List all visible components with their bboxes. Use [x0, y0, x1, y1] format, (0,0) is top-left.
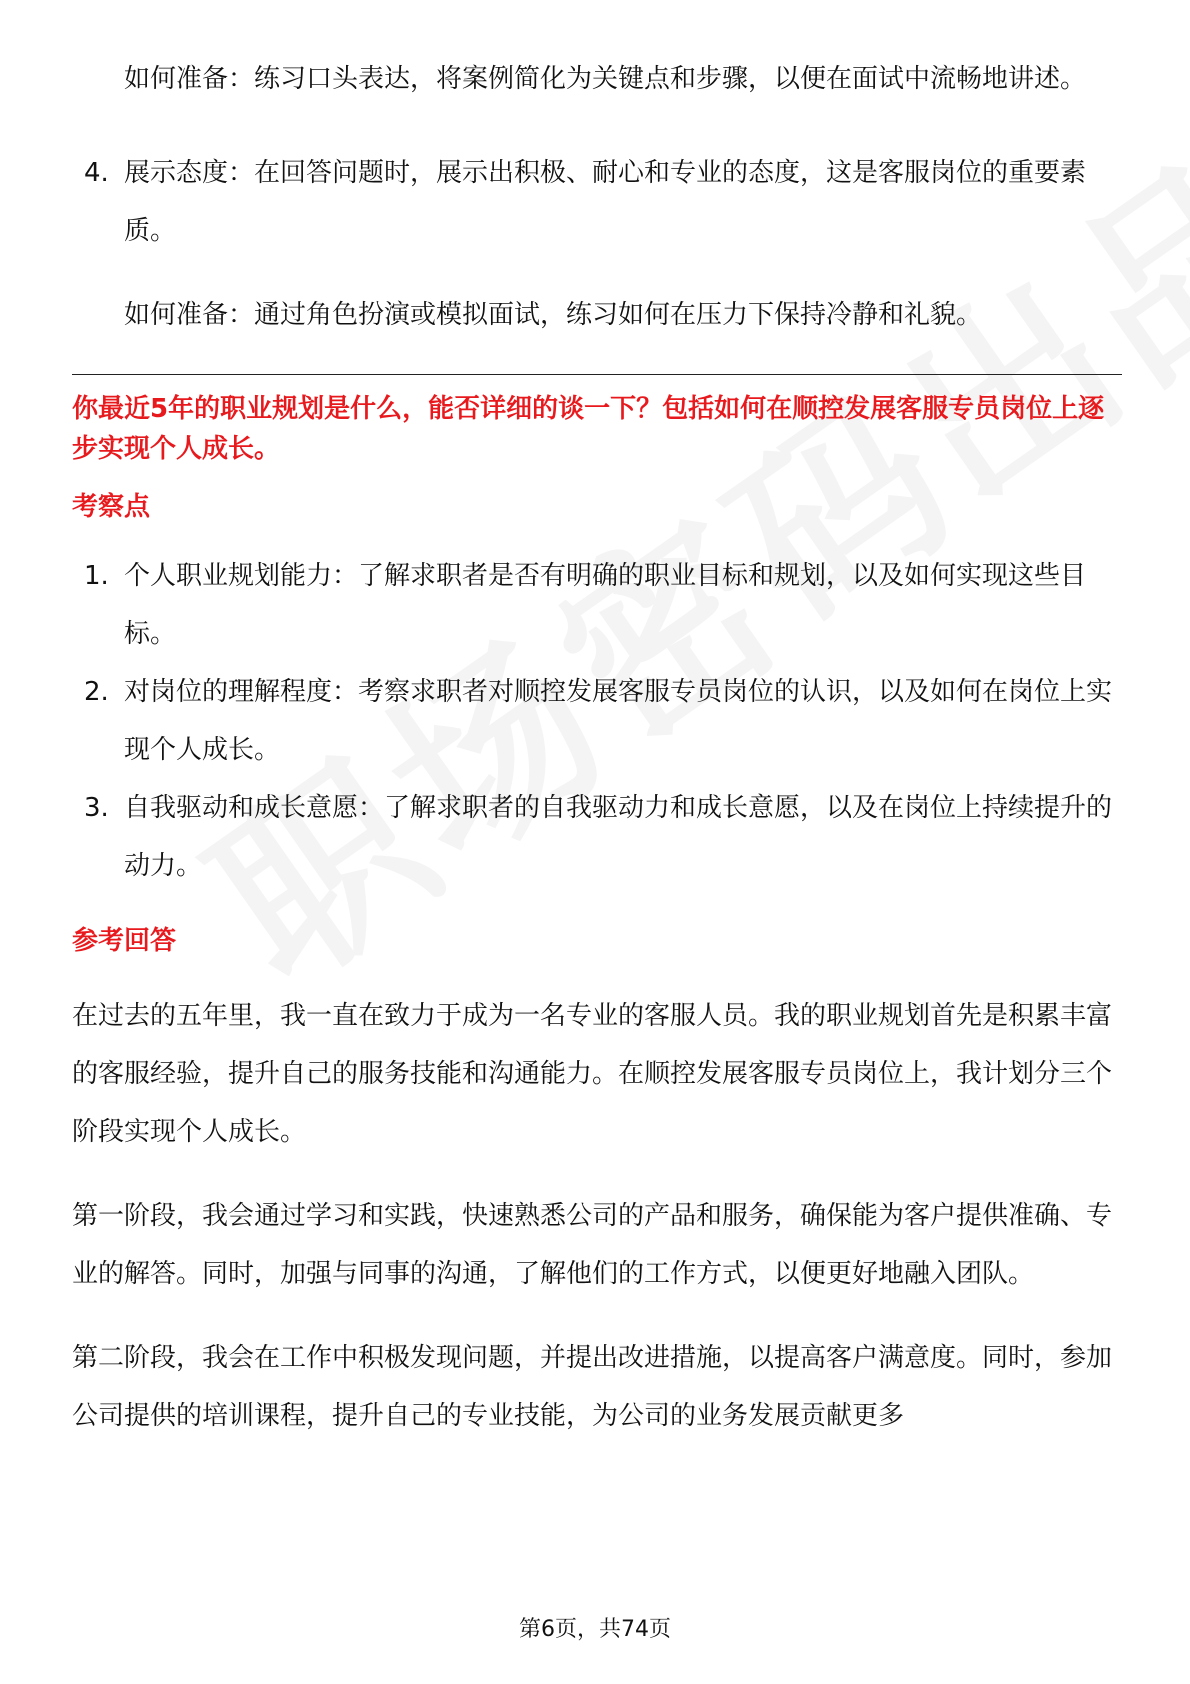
page-content — [72, 50, 1122, 1445]
assessment-item-2 — [72, 663, 1122, 779]
assessment-text-2: 对岗位的理解程度：考察求职者对顺控发展客服专员岗位的认识，以及如何在岗位上实现个人成长。 — [124, 677, 1113, 765]
reference-paragraph-3: 第二阶段，我会在工作中积极发现问题，并提出改进措施，以提高客户满意度。同时，参加公司提供的培训课程，提升自己的专业技能，为公司的业务发展贡献更多 — [72, 1343, 1113, 1431]
list-item-4 — [72, 144, 1122, 260]
assessment-item-1 — [72, 547, 1122, 663]
reference-paragraph-1: 在过去的五年里，我一直在致力于成为一名专业的客服人员。我的职业规划首先是积累丰富的客服经验，提升自己的服务技能和沟通能力。在顺控发展客服专员岗位上，我计划分三个阶段实现个人成长。 — [72, 1001, 1113, 1147]
reference-paragraph-2: 第一阶段，我会通过学习和实践，快速熟悉公司的产品和服务，确保能为客户提供准确、专业的解答。同时，加强与同事的沟通，了解他们的工作方式，以便更好地融入团队。 — [72, 1201, 1113, 1289]
reference-heading: 参考回答 — [72, 926, 177, 956]
assessment-text-3: 自我驱动和成长意愿：了解求职者的自我驱动力和成长意愿，以及在岗位上持续提升的动力。 — [124, 793, 1113, 881]
assessment-heading: 考察点 — [72, 492, 151, 522]
assessment-item-3 — [72, 779, 1122, 895]
assessment-text-1: 个人职业规划能力：了解求职者是否有明确的职业目标和规划，以及如何实现这些目标。 — [124, 561, 1087, 649]
assessment-number-2: 2. — [84, 677, 109, 707]
list-text-4: 展示态度：在回答问题时，展示出积极、耐心和专业的态度，这是客服岗位的重要素质。 — [124, 158, 1087, 246]
assessment-number-3: 3. — [84, 793, 109, 823]
prep-note-3: 如何准备：练习口头表达，将案例简化为关键点和步骤，以便在面试中流畅地讲述。 — [124, 64, 1087, 94]
assessment-number-1: 1. — [84, 561, 109, 591]
page-number: 第6页，共74页 — [519, 1617, 671, 1642]
list-number-4: 4. — [84, 158, 109, 188]
prep-note-4: 如何准备：通过角色扮演或模拟面试，练习如何在压力下保持冷静和礼貌。 — [124, 300, 983, 330]
interview-question: 你最近5年的职业规划是什么，能否详细的谈一下？包括如何在顺控发展客服专员岗位上逐步实现个人成长。 — [72, 394, 1105, 464]
section-divider — [72, 374, 1122, 375]
